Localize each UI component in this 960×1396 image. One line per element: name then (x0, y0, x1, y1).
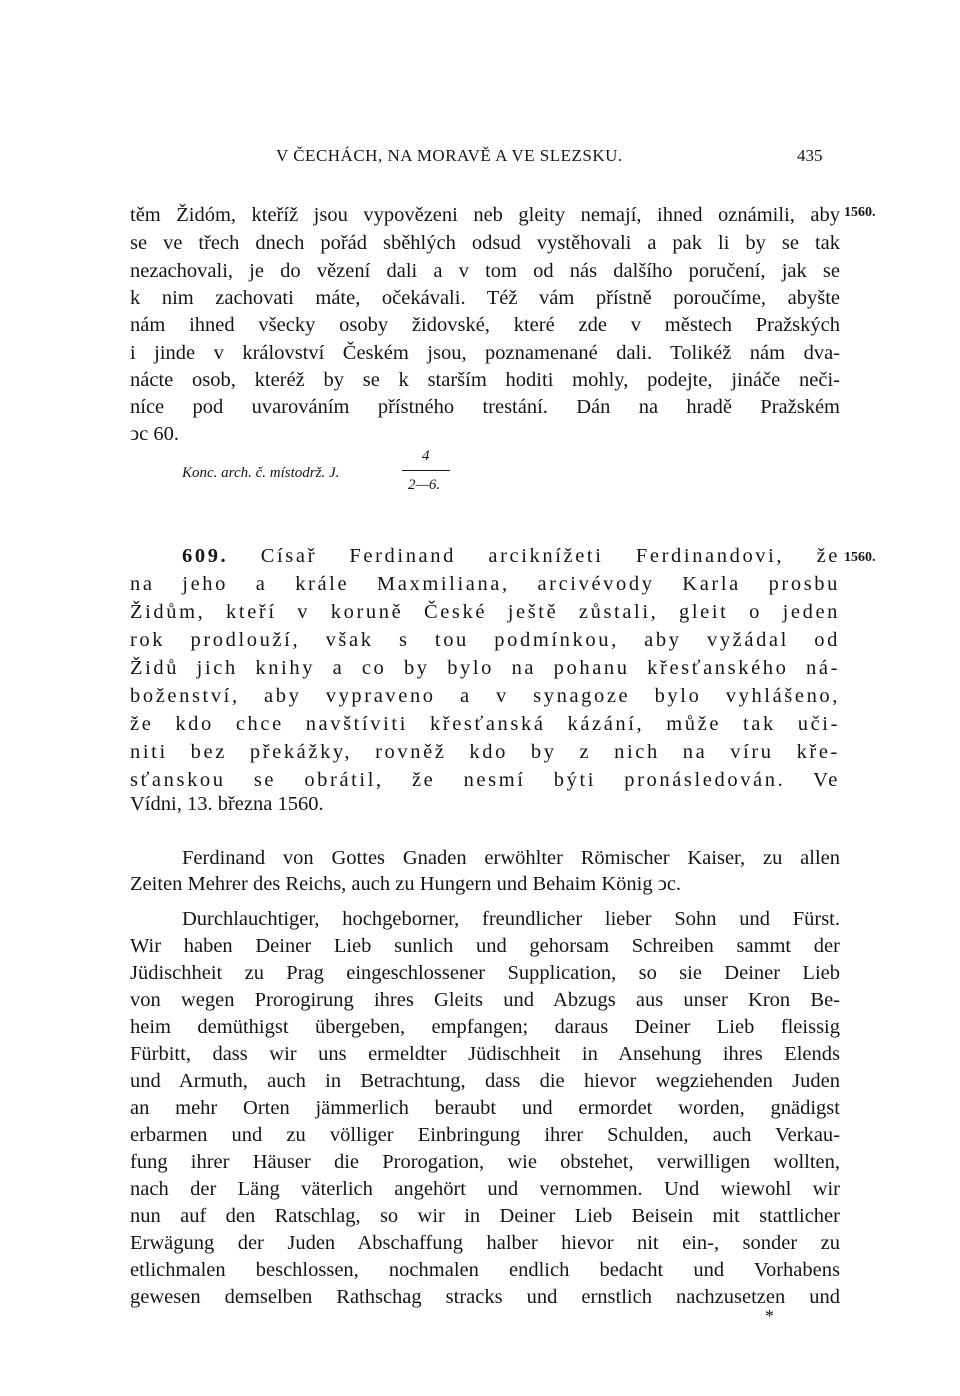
body-line: Fürbitt, dass wir uns ermeldter Jüdischheit in Ansehung ihres Elends (130, 1043, 840, 1065)
body-line: fung ihrer Häuser die Prorogation, wie obstehet, verwilligen wollten, (130, 1151, 840, 1173)
text-line: ↄc 60. (130, 423, 179, 445)
summary-line: sťanskou se obrátil, že nesmí býti pronásledován. Ve (130, 769, 840, 791)
source-reference: Konc. arch. č. místodrž. J. (182, 465, 340, 481)
summary-line: že kdo chce navštíviti křesťanská kázání, může tak uči- (130, 713, 840, 735)
text-line: nácte osob, kteréž by se k starším hoditi mohly, podejte, jináče neči- (130, 369, 840, 391)
summary-line: 609. Císař Ferdinand arciknížeti Ferdinandovi, že (182, 545, 840, 567)
text-line: k nim zachovati máte, očekávali. Též vám přístně poroučíme, abyšte (130, 287, 840, 309)
fraction-bar (402, 470, 450, 471)
fraction-denominator: 2—6. (408, 477, 441, 493)
text-line: se ve třech dnech pořád sběhlých odsud vystěhovali a pak li by se tak (130, 232, 840, 254)
text-line: nám ihned všecky osoby židovské, které zde v městech Pražských (130, 314, 840, 336)
body-line: und Armuth, auch in Betrachtung, dass die hievor wegziehenden Juden (130, 1070, 840, 1092)
body-line: von wegen Prorogirung ihres Gleits und Abzugs aus unser Kron Be- (130, 989, 840, 1011)
summary-line: na jeho a krále Maxmiliana, arcivévody Karla prosbu (130, 573, 840, 595)
summary-line: boženství, aby vypraveno a v synagoze bylo vyhlášeno, (130, 685, 840, 707)
body-line: gewesen demselben Rathschag stracks und ernstlich nachzusetzen und (130, 1286, 840, 1308)
salutation-line: Ferdinand von Gottes Gnaden erwöhlter Römischer Kaiser, zu allen (182, 847, 840, 869)
body-line: heim demüthigst übergeben, empfangen; daraus Deiner Lieb fleissig (130, 1016, 840, 1038)
footnote-mark: * (765, 1306, 774, 1326)
document-number: 609. (182, 545, 229, 567)
body-line: Durchlauchtiger, hochgeborner, freundlicher lieber Sohn und Fürst. (182, 908, 840, 930)
salutation-line: Zeiten Mehrer des Reichs, auch zu Hungern und Behaim König ↄc. (130, 873, 682, 895)
body-line: erbarmen und zu völliger Einbringung ihrer Schulden, auch Verkau- (130, 1124, 840, 1146)
body-line: Wir haben Deiner Lieb sunlich und gehorsam Schreiben sammt der (130, 935, 840, 957)
text-line: těm Židóm, kteříž jsou vypovězeni neb gleity nemají, ihned oznámili, aby (130, 204, 840, 226)
body-line: nun auf den Ratschlag, so wir in Deiner Lieb Beisein mit stattlicher (130, 1205, 840, 1227)
margin-year: 1560. (844, 550, 876, 565)
fraction-numerator: 4 (422, 448, 430, 464)
summary-line: Židům, kteří v koruně České ještě zůstali, gleit o jeden (130, 601, 840, 623)
text-line: níce pod uvarováním přístného trestání. Dán na hradě Pražském (130, 396, 840, 418)
text-line: i jinde v království Českém jsou, poznamenané dali. Tolikéž nám dva- (130, 342, 840, 364)
summary-line: Vídni, 13. března 1560. (130, 793, 324, 815)
body-line: etlichmalen beschlossen, nochmalen endlich bedacht und Vorhabens (130, 1259, 840, 1281)
running-header: V ČECHÁCH, NA MORAVĚ A VE SLEZSKU. (276, 146, 623, 165)
text-line: nezachovali, je do vězení dali a v tom od nás dalšího poručení, jak se (130, 260, 840, 282)
margin-year: 1560. (844, 205, 876, 220)
summary-line: niti bez překážky, rovněž kdo by z nich na víru kře- (130, 741, 840, 763)
body-line: Jüdischheit zu Prag eingeschlossener Supplication, so sie Deiner Lieb (130, 962, 840, 984)
body-line: Erwägung der Juden Abschaffung halber hievor nit ein-, sonder zu (130, 1232, 840, 1254)
summary-line: Židů jich knihy a co by bylo na pohanu křesťanského ná- (130, 657, 840, 679)
summary-line: rok prodlouží, však s tou podmínkou, aby vyžádal od (130, 629, 840, 651)
page-number: 435 (797, 146, 823, 165)
body-line: an mehr Orten jämmerlich beraubt und ermordet worden, gnädigst (130, 1097, 840, 1119)
body-line: nach der Läng väterlich angehört und vernommen. Und wiewohl wir (130, 1178, 840, 1200)
